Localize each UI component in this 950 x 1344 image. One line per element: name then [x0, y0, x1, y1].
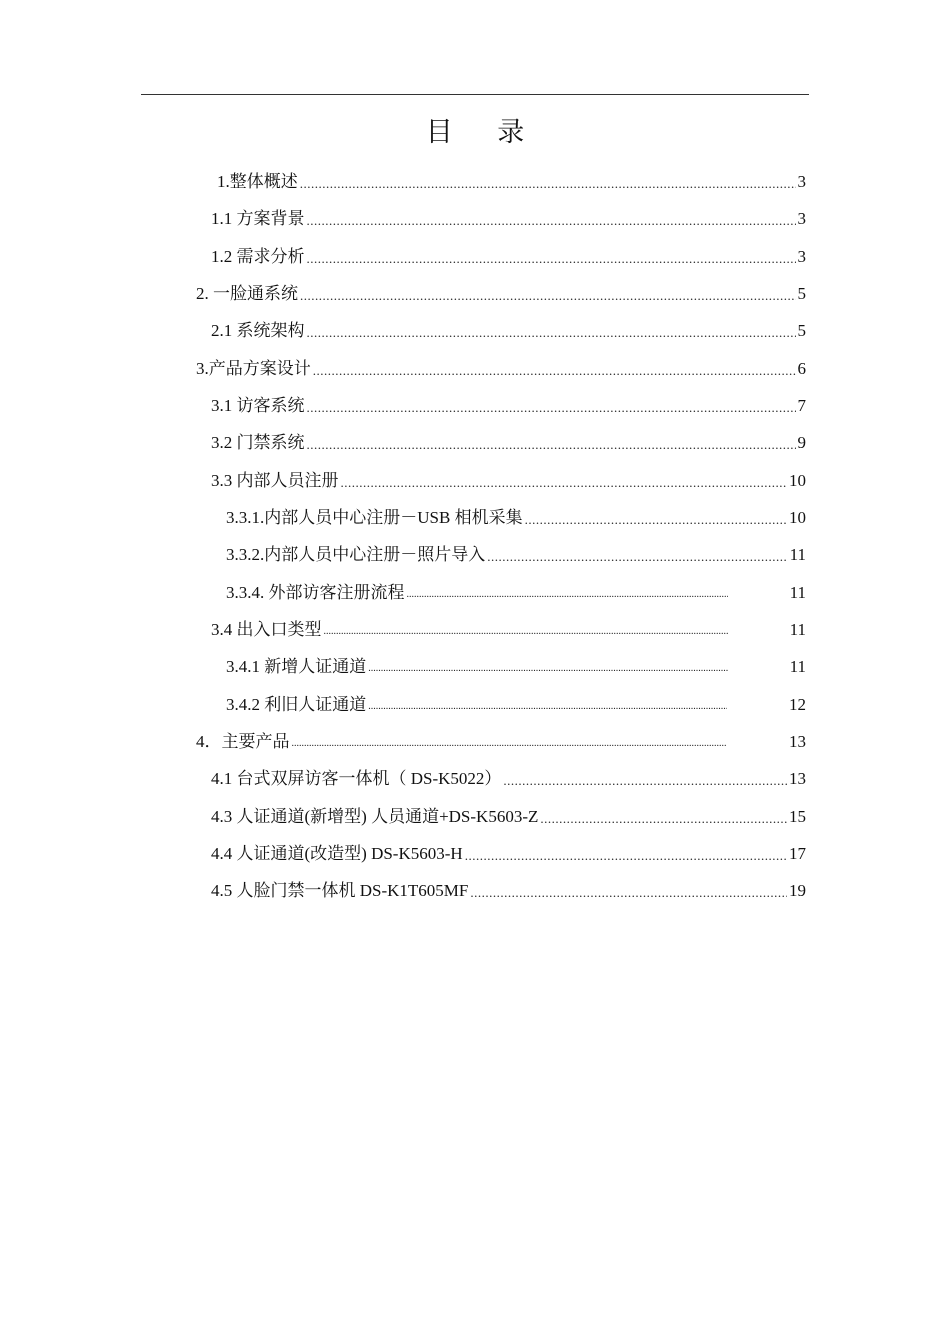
toc-entry-label: 3.4.1 新增人证通道 [226, 657, 367, 676]
toc-entry-label: 3.3.1.内部人员中心注册－USB 相机采集 [226, 508, 523, 527]
toc-entry-label: 3.4.2 利旧人证通道 [226, 695, 367, 714]
toc-entry[interactable] [211, 200, 806, 237]
toc-entry[interactable] [226, 648, 806, 685]
toc-entry-page: 17 [789, 844, 806, 863]
dot-leader [503, 760, 787, 797]
toc-entry[interactable] [226, 686, 806, 723]
toc-entry-label: 3.1 访客系统 [211, 396, 305, 415]
toc-entry-page: 6 [797, 359, 806, 378]
dot-leader [292, 723, 728, 760]
toc-entry-page: 13 [789, 732, 806, 751]
header-rule [141, 94, 809, 95]
toc-entry-page: 9 [797, 433, 806, 452]
toc-entry-label: 1.1 方案背景 [211, 209, 305, 228]
toc-entry-label: 2. 一脸通系统 [196, 284, 298, 303]
toc-entry[interactable] [196, 350, 806, 387]
toc-entry[interactable] [226, 574, 806, 611]
dot-leader [407, 574, 728, 611]
toc-entry-label: 4.1 台式双屏访客一体机（ DS-K5022） [211, 769, 502, 788]
toc-entry[interactable] [211, 462, 806, 499]
dot-leader [313, 350, 796, 387]
toc-entry-page: 10 [789, 471, 806, 490]
dot-leader [368, 648, 727, 685]
page-title: 目 录 [425, 117, 543, 148]
toc-entry-label: 3.3 内部人员注册 [211, 471, 339, 490]
dot-leader [525, 499, 787, 536]
toc-entry-label: 3.4 出入口类型 [211, 620, 322, 639]
toc-entry[interactable] [196, 275, 806, 312]
dot-leader [307, 200, 796, 237]
toc-entry-label: 2.1 系统架构 [211, 321, 305, 340]
toc-entry-page: 19 [789, 881, 806, 900]
toc-entry-label: 3.产品方案设计 [196, 359, 311, 378]
dot-leader [300, 163, 796, 200]
toc-entry-page: 12 [789, 695, 806, 714]
toc-entry[interactable] [226, 536, 806, 573]
toc-entry-label: 4．主要产品 [196, 732, 290, 751]
dot-leader [341, 462, 788, 499]
toc-entry-page: 15 [789, 807, 806, 826]
toc-entry[interactable] [211, 835, 806, 872]
toc-entry-label: 1.整体概述 [217, 172, 298, 191]
toc-entry-label: 4.4 人证通道(改造型) DS-K5603-H [211, 844, 463, 863]
toc-entry-page: 5 [797, 284, 806, 303]
dot-leader [470, 872, 787, 909]
toc-entry[interactable] [217, 163, 806, 200]
toc-entry-page: 10 [789, 508, 806, 527]
dot-leader [307, 387, 796, 424]
toc-entry[interactable] [211, 760, 806, 797]
toc-entry-page: 7 [797, 396, 806, 415]
dot-leader [368, 686, 727, 723]
toc-entry[interactable] [211, 387, 806, 424]
toc-entry[interactable] [211, 312, 806, 349]
toc-entry-page: 3 [797, 247, 806, 266]
toc-entry-label: 3.3.4. 外部访客注册流程 [226, 583, 405, 602]
toc-entry-page: 3 [797, 172, 806, 191]
dot-leader [324, 611, 728, 648]
toc-entry[interactable] [211, 238, 806, 275]
toc-entry-page: 3 [797, 209, 806, 228]
toc-entry-label: 1.2 需求分析 [211, 247, 305, 266]
dot-leader [487, 536, 787, 573]
dot-leader [540, 798, 787, 835]
toc-entry-page: 11 [789, 545, 806, 564]
toc-entry-label: 3.2 门禁系统 [211, 433, 305, 452]
toc-entry[interactable] [226, 499, 806, 536]
toc-entry-label: 4.3 人证通道(新增型) 人员通道+DS-K5603-Z [211, 807, 539, 826]
toc-entry[interactable] [211, 611, 806, 648]
toc-entry-page: 13 [789, 769, 806, 788]
dot-leader [465, 835, 787, 872]
toc-entry-page: 11 [789, 657, 806, 676]
toc-entry[interactable] [211, 424, 806, 461]
toc-entry-label: 4.5 人脸门禁一体机 DS-K1T605MF [211, 881, 469, 900]
toc-entry-label: 3.3.2.内部人员中心注册－照片导入 [226, 545, 486, 564]
toc-entry-page: 11 [789, 620, 806, 639]
toc-entry-page: 5 [797, 321, 806, 340]
toc-entry[interactable] [211, 872, 806, 909]
dot-leader [307, 238, 796, 275]
toc-entry[interactable] [196, 723, 806, 760]
dot-leader [307, 424, 796, 461]
dot-leader [300, 275, 796, 312]
dot-leader [307, 312, 796, 349]
toc-entry-page: 11 [789, 583, 806, 602]
toc-entry[interactable] [211, 798, 806, 835]
